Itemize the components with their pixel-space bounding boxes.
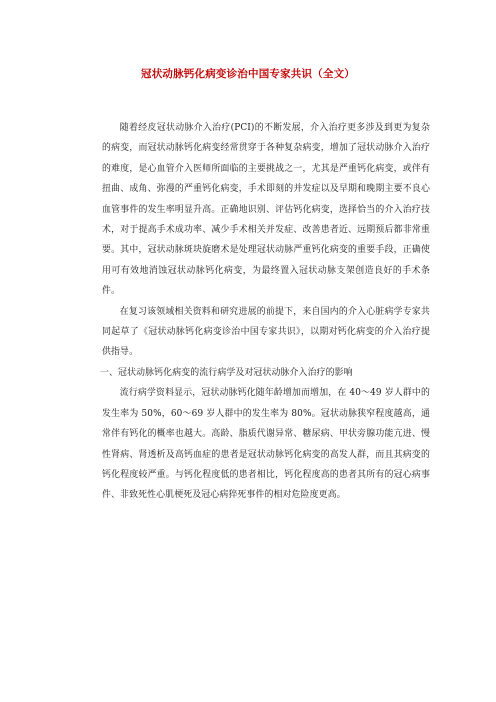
document-title: 冠状动脉钙化病变诊治中国专家共识（全文） [141,68,355,80]
section-heading: 一、冠状动脉钙化病变的流行病学及对冠状动脉介入治疗的影响 [100,367,353,378]
paragraph-epidemiology: 流行病学资料显示，冠状动脉钙化随年龄增加而增加，在 40～49 岁人群中的发生率为 50%，60～69 岁人群中的发生率为 80%。冠状动脉狭窄程度越高，通常伴有钙化的概率也越大。高龄、脂质代谢异常、糖尿病、甲状旁腺功能亢进、慢性肾病、肾透析及高钙血症的患者是冠状动脉钙化病变的高发人群，而且其病变的钙化程度较严重。与钙化程度低的患者相比，钙化程度高的患者其所有的冠心病事件、非致死性心肌梗死及冠心病猝死事件的相对危险度更高。 [102,388,430,501]
document-body [102,118,430,506]
paragraph-consensus: 在复习该领域相关资料和研究进展的前提下，来自国内的介入心脏病学专家共同起草了《冠状动脉钙化病变诊治中国专家共识》，以期对钙化病变的介入治疗提供指导。 [102,306,430,358]
paragraph-intro: 随着经皮冠状动脉介入治疗(PCI)的不断发展，介入治疗更多涉及到更为复杂的病变，而冠状动脉钙化病变经常贯穿于各种复杂病变，增加了冠状动脉介入治疗的难度，是心血管介入医师所面临的主要挑战之一，尤其是严重钙化病变，或伴有扭曲、成角、弥漫的严重钙化病变，手术即刻的并发症以及早期和晚期主要不良心血管事件的发生率明显升高。正确地识别、评估钙化病变，选择恰当的介入治疗技术，对于提高手术成功率、减少手术相关并发症、改善患者近、远期预后都非常重要。其中，冠状动脉斑块旋磨术是处理冠状动脉严重钙化病变的重要手段，正确使用可有效地消蚀冠状动脉钙化病变，为最终置入冠状动脉支架创造良好的手术条件。 [102,123,430,297]
